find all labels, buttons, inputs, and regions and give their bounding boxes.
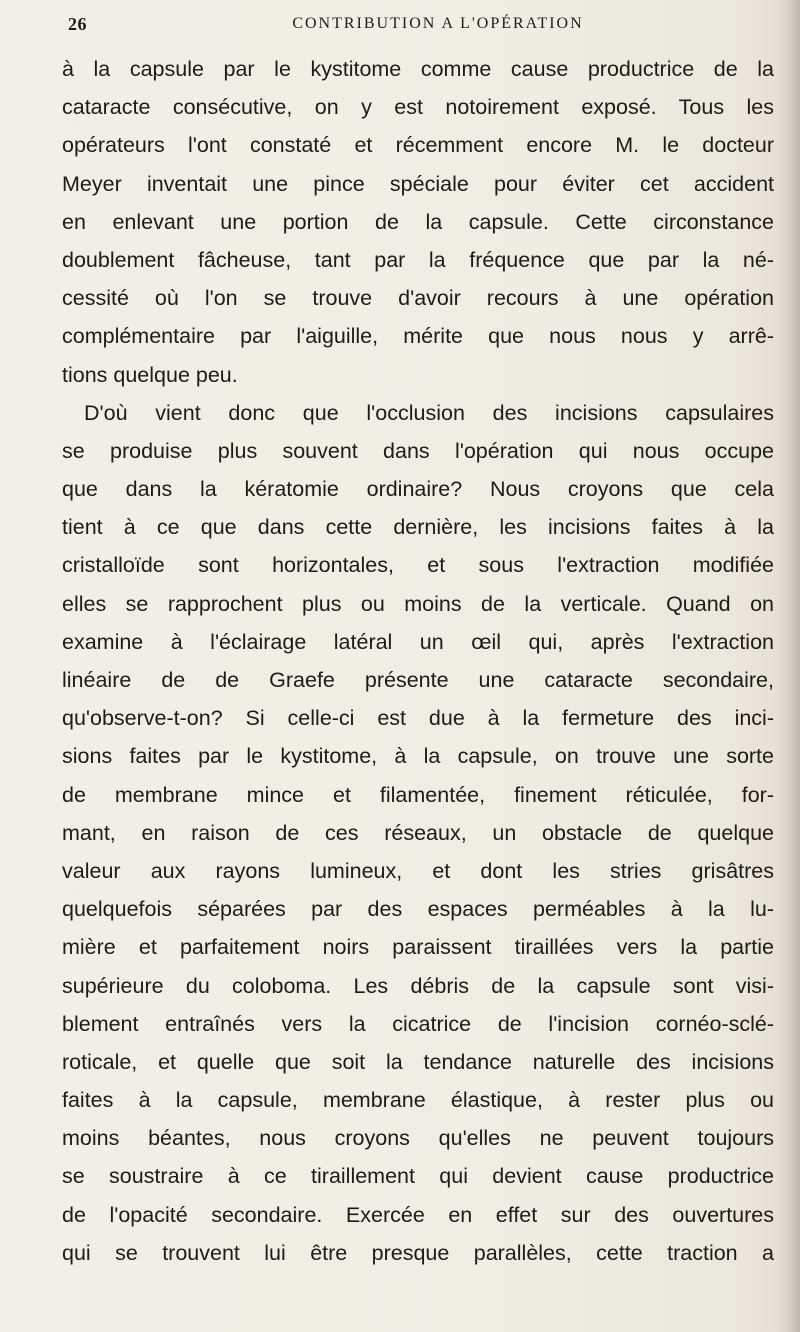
page-header <box>68 14 768 44</box>
text-line: sions faites par le kystitome, à la capsule, on trouve une sorte <box>62 744 774 769</box>
text-line: D'où vient donc que l'occlusion des incisions capsulaires <box>84 400 774 425</box>
text-line: faites à la capsule, membrane élastique, à rester plus ou <box>62 1088 774 1113</box>
text-line: blement entraînés vers la cicatrice de l'incision cornéo-sclé- <box>62 1011 774 1036</box>
running-title: CONTRIBUTION A L'OPÉRATION <box>292 15 584 32</box>
text-line: que dans la kératomie ordinaire? Nous croyons que cela <box>62 477 774 502</box>
text-line: mière et parfaitement noirs paraissent tiraillées vers la partie <box>62 935 774 960</box>
text-line: roticale, et quelle que soit la tendance naturelle des incisions <box>62 1049 774 1074</box>
text-line: cataracte consécutive, on y est notoirement exposé. Tous les <box>62 95 774 120</box>
text-line: tions quelque peu. <box>62 362 238 387</box>
text-line: elles se rapprochent plus ou moins de la verticale. Quand on <box>62 591 774 616</box>
text-line: tient à ce que dans cette dernière, les incisions faites à la <box>62 515 774 540</box>
text-line: Meyer inventait une pince spéciale pour éviter cet accident <box>62 171 774 196</box>
text-line: à la capsule par le kystitome comme cause productrice de la <box>62 57 774 81</box>
text-line: de membrane mince et filamentée, finement réticulée, for- <box>62 782 774 807</box>
text-line: en enlevant une portion de la capsule. Cette circonstance <box>62 209 774 234</box>
text-line: qui se trouvent lui être presque parallèles, cette traction a <box>62 1240 774 1265</box>
text-line: cristalloïde sont horizontales, et sous l'extraction modifiée <box>62 553 774 578</box>
text-line: de l'opacité secondaire. Exercée en effet sur des ouvertures <box>62 1202 774 1227</box>
text-line: linéaire de de Graefe présente une cataracte secondaire, <box>62 668 774 692</box>
page-edge-shadow <box>778 0 800 1332</box>
text-line: moins béantes, nous croyons qu'elles ne peuvent toujours <box>62 1126 774 1151</box>
text-line: complémentaire par l'aiguille, mérite que nous nous y arrê- <box>62 324 774 349</box>
text-line: opérateurs l'ont constaté et récemment encore M. le docteur <box>62 133 774 158</box>
text-line: quelquefois séparées par des espaces perméables à la lu- <box>62 897 774 922</box>
text-line: se produise plus souvent dans l'opération qui nous occupe <box>62 438 774 463</box>
text-line: valeur aux rayons lumineux, et dont les stries grisâtres <box>62 858 774 883</box>
text-line: cessité où l'on se trouve d'avoir recours à une opération <box>62 286 774 311</box>
page-number: 26 <box>68 14 87 34</box>
text-line: doublement fâcheuse, tant par la fréquence que par la né- <box>62 247 774 272</box>
text-line: supérieure du coloboma. Les débris de la capsule sont visi- <box>62 973 774 998</box>
text-line: mant, en raison de ces réseaux, un obstacle de quelque <box>62 820 774 845</box>
text-line: examine à l'éclairage latéral un œil qui, après l'extraction <box>62 629 774 654</box>
text-line: se soustraire à ce tiraillement qui devient cause productrice <box>62 1164 774 1189</box>
text-line: qu'observe-t-on? Si celle-ci est due à la fermeture des inci- <box>62 706 774 731</box>
body-text <box>62 50 774 1272</box>
